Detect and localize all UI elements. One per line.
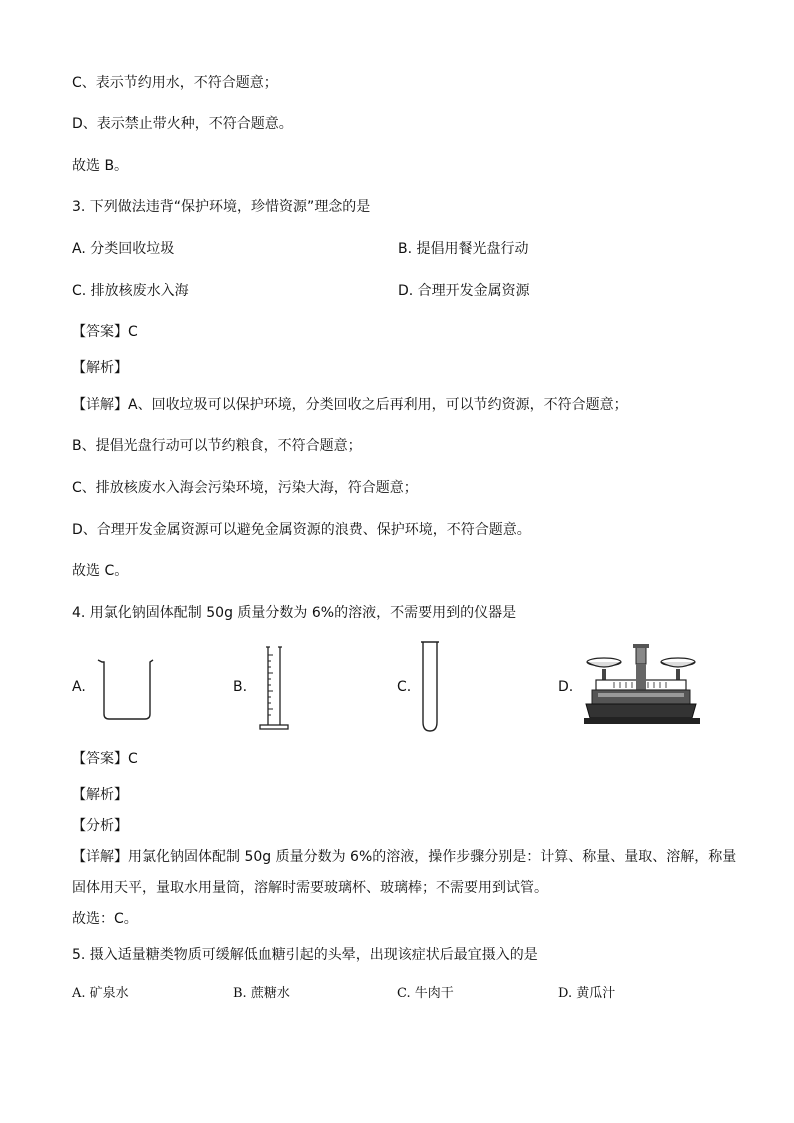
text-line: C、表示节约用水，不符合题意； — [72, 75, 278, 91]
text-line: D、表示禁止带火种，不符合题意。 — [72, 116, 293, 132]
q3-option-c: C. 排放核废水入海 — [72, 283, 189, 299]
q3-analysis-heading: 【解析】 — [72, 360, 128, 376]
q3-selection: 故选 C。 — [72, 563, 129, 579]
q5-option-a: A. 矿泉水 — [72, 986, 129, 1001]
q3-option-a: A. 分类回收垃圾 — [72, 241, 175, 257]
q5-option-b: B. 蔗糖水 — [233, 986, 290, 1001]
q3-detail-4: D、合理开发金属资源可以避免金属资源的浪费、保护环境，不符合题意。 — [72, 522, 531, 538]
q4-detail-1: 【详解】用氯化钠固体配制 50g 质量分数为 6%的溶液，操作步骤分别是：计算、称量、量取、溶解，称量 — [72, 849, 737, 865]
q3-option-d: D. 合理开发金属资源 — [398, 283, 530, 299]
q4-selection: 故选：C。 — [72, 911, 138, 927]
q4-option-c-label: C. — [397, 679, 412, 695]
beaker-icon — [95, 656, 157, 722]
q5-option-d: D. 黄瓜汁 — [558, 986, 616, 1001]
q4-analysis-heading: 【解析】 — [72, 787, 128, 803]
text-line: 故选 B。 — [72, 158, 129, 174]
q4-answer: 【答案】C — [72, 751, 138, 767]
q4-fenxi-heading: 【分析】 — [72, 818, 128, 834]
question-3: 3. 下列做法违背“保护环境，珍惜资源”理念的是 — [72, 199, 371, 215]
q4-option-d-label: D. — [558, 679, 574, 695]
graduated-cylinder-icon — [256, 645, 292, 733]
q3-answer: 【答案】C — [72, 324, 138, 340]
question-4: 4. 用氯化钠固体配制 50g 质量分数为 6%的溶液，不需要用到的仪器是 — [72, 605, 517, 621]
q4-option-a-label: A. — [72, 679, 86, 695]
q4-detail-2: 固体用天平，量取水用量筒，溶解时需要玻璃杯、玻璃棒；不需要用到试管。 — [72, 880, 548, 896]
q4-option-b-label: B. — [233, 679, 248, 695]
q5-option-c: C. 牛肉干 — [397, 986, 454, 1001]
question-5: 5. 摄入适量糖类物质可缓解低血糖引起的头晕，出现该症状后最宜摄入的是 — [72, 947, 538, 963]
q3-detail-3: C、排放核废水入海会污染环境，污染大海，符合题意； — [72, 480, 418, 496]
test-tube-icon — [418, 640, 442, 734]
q3-detail-1: 【详解】A、回收垃圾可以保护环境，分类回收之后再利用，可以节约资源，不符合题意； — [72, 397, 628, 413]
balance-scale-icon — [584, 642, 700, 728]
q3-detail-2: B、提倡光盘行动可以节约粮食，不符合题意； — [72, 438, 362, 454]
q3-option-b: B. 提倡用餐光盘行动 — [398, 241, 529, 257]
